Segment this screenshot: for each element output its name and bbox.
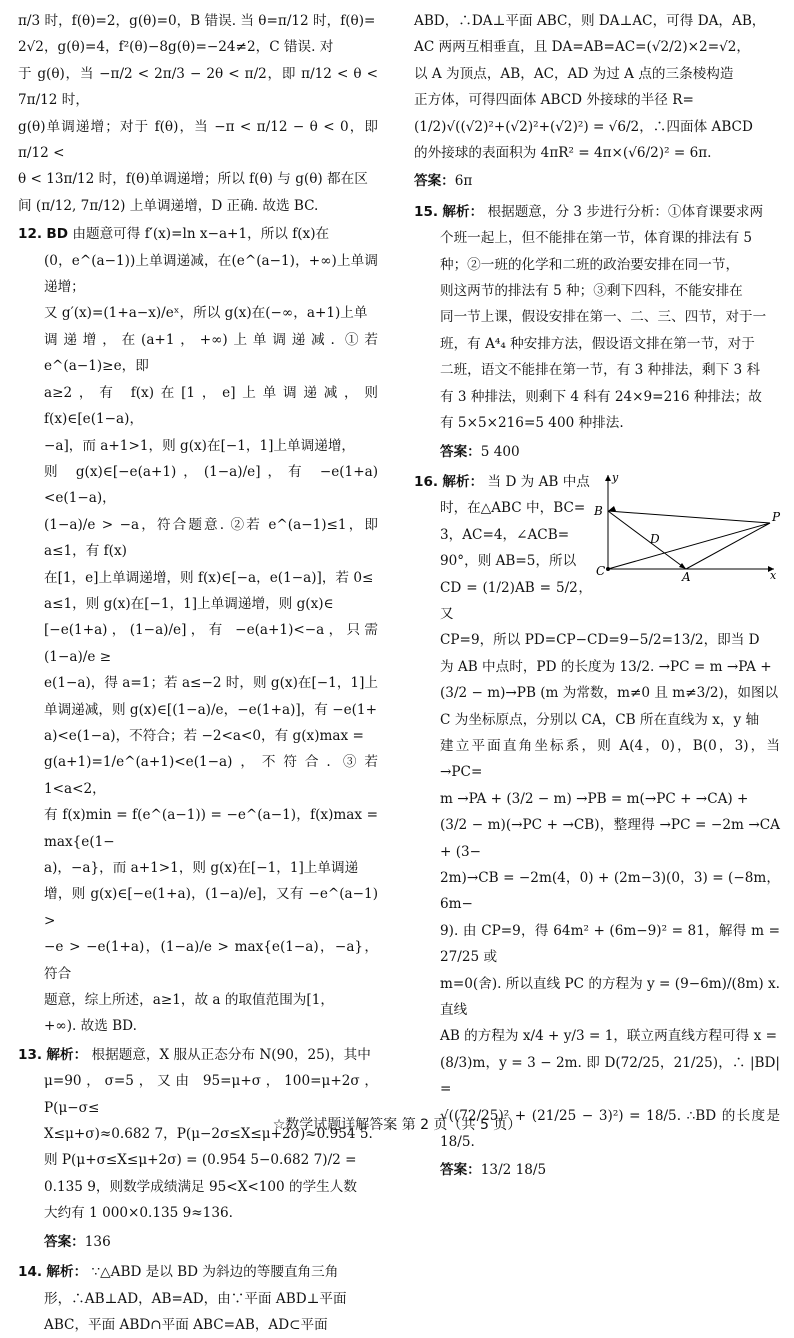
segment-BA xyxy=(608,511,686,569)
text-line: a)<e(1−a)，不符合；若 −2<a<0，有 g(x)max = xyxy=(44,727,364,744)
text-line: C 为坐标原点，分别以 CA，CB 所在直线为 x，y 轴 xyxy=(440,711,760,728)
q11-continuation xyxy=(18,8,378,219)
text-line: π/3 时，f(θ)=2，g(θ)=0，B 错误. 当 θ=π/12 时，f(θ)= xyxy=(18,13,376,29)
text-line: 当 D 为 AB 中点 xyxy=(487,473,590,490)
label-A: A xyxy=(682,569,691,584)
answer-label: 答案： xyxy=(44,1233,85,1250)
question-16 xyxy=(414,469,780,1184)
text-line: 于 g(θ)，当 −π/2 < 2π/3 − 2θ < π/2，即 π/12 < θ < 7π/12 时， xyxy=(18,65,378,109)
text-line: 增，则 g(x)∈[−e(1+a)，(1−a)/e]，又有 −e^(a−1) > xyxy=(44,886,378,929)
analysis-label: 解析： xyxy=(46,1046,88,1063)
answer-label: 答案： xyxy=(414,173,455,190)
label-D: D xyxy=(650,531,660,546)
answer-value: 6π xyxy=(454,173,473,190)
text-line: μ=90，σ=5，又由 95=μ+σ，100=μ+2σ，P(μ−σ≤ xyxy=(44,1073,378,1116)
question-15 xyxy=(414,199,780,465)
text-line: AC 两两互相垂直，且 DA=AB=AC=(√2/2)×2=√2， xyxy=(414,39,750,56)
text-line: m →PA + (3/2 − m) →PB = m(→PC + →CA) + xyxy=(440,790,749,807)
text-line: 建立平面直角坐标系，则 A(4，0)，B(0，3)，当 →PC= xyxy=(440,737,780,781)
answer-label: 答案： xyxy=(440,443,481,460)
question-number: 14. xyxy=(18,1264,43,1281)
text-line: CP=9，所以 PD=CP−CD=9−5/2=13/2，即当 D xyxy=(440,632,760,649)
analysis-label: 解析： xyxy=(442,203,484,220)
text-line: ABD，∴DA⊥平面 ABC，则 DA⊥AC，可得 DA，AB， xyxy=(414,13,766,29)
text-line: 由题意可得 f′(x)=ln x−a+1，所以 f(x)在 xyxy=(72,226,330,243)
text-line: m=0(舍). 所以直线 PC 的方程为 y = (9−6m)/(8m) x. 直线 xyxy=(440,975,780,1019)
right-column xyxy=(414,8,780,1188)
text-line: 则 g(x)∈[−e(a+1)，(1−a)/e]，有 −e(1+a)<e(1−a)， xyxy=(44,463,378,507)
answer-choice: BD xyxy=(46,226,69,243)
text-line: 在[1，e]上单调递增，则 f(x)∈[−a，e(1−a)]，若 0≤ xyxy=(44,569,374,586)
text-line: 形，∴AB⊥AD，AB=AD，由∵平面 ABD⊥平面 xyxy=(44,1290,347,1307)
analysis-label: 解析： xyxy=(442,473,484,490)
text-line: g(a+1)=1/e^(a+1)<e(1−a)，不符合. ③若 1<a<2， xyxy=(44,754,378,797)
text-line: 大约有 1 000×0.135 9≈136. xyxy=(44,1205,233,1222)
text-line: 90°，则 AB=5，所以 xyxy=(440,553,577,570)
text-line: (1/2)√((√2)²+(√2)²+(√2)²) = √6/2，∴四面体 ABCD xyxy=(414,118,753,135)
text-line: 有 f(x)min = f(e^(a−1)) = −e^(a−1)，f(x)max = max{e(1− xyxy=(44,807,378,850)
label-P: P xyxy=(772,509,781,524)
text-line: +∞). 故选 BD. xyxy=(44,1018,137,1035)
label-B: B xyxy=(594,503,603,518)
question-number: 12. xyxy=(18,226,43,243)
text-line: 又 g′(x)=(1+a−x)/eˣ，所以 g(x)在(−∞，a+1)上单 xyxy=(44,305,368,322)
text-line: 9). 由 CP=9，得 64m² + (6m−9)² = 81，解得 m = 27/25 或 xyxy=(440,922,780,966)
left-column xyxy=(18,8,378,1338)
question-13 xyxy=(18,1042,378,1255)
text-line: (8/3)m，y = 3 − 2m. 即 D(72/25，21/25)，∴ |BD| = xyxy=(440,1054,780,1098)
page-footer: ☆数学试题详解答案 第 2 页（共 5 页） xyxy=(272,1117,522,1133)
text-line: 二班，语文不能排在第一节，有 3 种排法，剩下 3 科 xyxy=(440,362,761,379)
text-line: 则这两节的排法有 5 种；③剩下四科，不能安排在 xyxy=(440,283,743,300)
text-line: 个班一起上，但不能排在第一节，体育课的排法有 5 xyxy=(440,230,753,247)
analysis-label: 解析： xyxy=(46,1264,88,1281)
text-line: 根据题意，分 3 步进行分析：①体育课要求两 xyxy=(487,203,764,220)
text-line: 有 5×5×216=5 400 种排法. xyxy=(440,415,624,432)
text-line: −e > −e(1+a)，(1−a)/e > max{e(1−a)，−a}，符合 xyxy=(44,939,378,982)
label-x: x xyxy=(770,568,777,582)
text-line: 根据题意，X 服从正态分布 N(90，25)，其中 xyxy=(91,1046,371,1063)
text-line: √((72/25)² + (21/25 − 3)²) = 18/5. ∴BD 的长度是 18/5. xyxy=(440,1107,780,1151)
text-line: (3/2 − m)(→PC + →CB)，整理得 →PC = −2m →CA + (3− xyxy=(440,817,780,860)
text-line: ABC，平面 ABD∩平面 ABC=AB，AD⊂平面 xyxy=(44,1316,328,1333)
question-14-continuation xyxy=(414,8,780,195)
text-line: 题意，综上所述，a≥1，故 a 的取值范围为[1， xyxy=(44,992,334,1009)
question-12 xyxy=(18,221,378,1040)
geometry-figure xyxy=(594,470,781,584)
text-line: 单调递减，则 g(x)∈[(1−a)/e，−e(1+a)]，有 −e(1+ xyxy=(44,701,377,718)
text-line: 为 AB 中点时，PD 的长度为 13/2. →PC = m →PA + xyxy=(440,658,772,675)
label-y: y xyxy=(612,470,619,484)
question-14 xyxy=(18,1259,378,1338)
question-number: 16. xyxy=(414,473,439,490)
answer-value: 13/2 18/5 xyxy=(480,1162,547,1179)
text-line: 调递增，在(a+1，+∞)上单调递减. ①若 e^(a−1)≥e，即 xyxy=(44,331,378,375)
text-line: 3，AC=4，∠ACB= xyxy=(440,526,570,543)
text-line: a≥2，有 f(x)在[1，e]上单调递减，则 f(x)∈[e(1−a)， xyxy=(44,384,378,428)
label-C: C xyxy=(596,563,606,578)
text-line: θ < 13π/12 时，f(θ)单调递增；所以 f(θ) 与 g(θ) 都在区 xyxy=(18,171,368,188)
text-line: [−e(1+a)，(1−a)/e]，有 −e(a+1)<−a，只需 (1−a)/e ≥ xyxy=(44,622,378,665)
answer-line xyxy=(414,168,780,194)
text-line: 间 (π/12, 7π/12) 上单调递增，D 正确. 故选 BC. xyxy=(18,197,319,214)
text-line: 2m)→CB = −2m(4，0) + (2m−3)(0，3) = (−8m，6m− xyxy=(440,870,780,913)
text-line: 2√2，g(θ)=4，f²(θ)−8g(θ)=−24≠2，C 错误. 对 xyxy=(18,39,334,56)
answer-value: 5 400 xyxy=(480,443,520,460)
text-line: (0，e^(a−1))上单调递减，在(e^(a−1)，+∞)上单调递增； xyxy=(44,252,378,296)
text-line: X≤μ+σ)≈0.682 7，P(μ−2σ≤X≤μ+2σ)≈0.954 5. xyxy=(44,1126,373,1143)
answer-line xyxy=(440,1157,780,1183)
text-line: 0.135 9，则数学成绩满足 95<X<100 的学生人数 xyxy=(44,1178,357,1195)
question-number: 13. xyxy=(18,1046,43,1063)
text-line: 种；②一班的化学和二班的政治要安排在同一节， xyxy=(440,256,740,273)
text-line: e(1−a)，得 a=1；若 a≤−2 时，则 g(x)在[−1，1]上 xyxy=(44,675,378,692)
segment-CP xyxy=(608,523,770,569)
text-line: g(θ)单调递增；对于 f(θ)，当 −π < π/12 − θ < 0，即 π/12 < xyxy=(18,118,378,162)
text-line: 有 3 种排法，则剩下 4 科有 24×9=216 种排法；故 xyxy=(440,388,762,405)
text-line: a)，−a}，而 a+1>1，则 g(x)在[−1，1]上单调递 xyxy=(44,860,359,876)
answer-label: 答案： xyxy=(440,1162,481,1179)
text-line: AB 的方程为 x/4 + y/3 = 1，联立两直线方程可得 x = xyxy=(440,1028,777,1045)
text-line: 则 P(μ+σ≤X≤μ+2σ) = (0.954 5−0.682 7)/2 = xyxy=(44,1152,357,1169)
text-line: 时，在△ABC 中，BC= xyxy=(440,500,586,517)
y-axis-arrow xyxy=(605,475,611,481)
text-line: (1−a)/e > −a，符合题意. ②若 e^(a−1)≤1，即 a≤1，有 f(x) xyxy=(44,516,378,560)
text-line: CD = (1/2)AB = 5/2，又 xyxy=(440,579,592,622)
text-line: 的外接球的表面积为 4πR² = 4π×(√6/2)² = 6π. xyxy=(414,145,712,162)
point-C xyxy=(606,567,610,571)
text-line: (3/2 − m)→PB (m 为常数，m≠0 且 m≠3/2)，如图以 xyxy=(440,685,779,702)
question-number: 15. xyxy=(414,203,439,220)
text-line: 以 A 为顶点，AB，AC，AD 为过 A 点的三条棱构造 xyxy=(414,65,734,82)
answer-line xyxy=(440,439,780,465)
text-line: ∵△ABD 是以 BD 为斜边的等腰直角三角 xyxy=(91,1264,339,1281)
text-line: 同一节上课，假设安排在第一、二、三、四节，对于一 xyxy=(440,309,767,326)
segment-AP xyxy=(686,523,770,569)
answer-line xyxy=(44,1229,378,1255)
arrow-head-A xyxy=(679,563,686,569)
arrow-head-B xyxy=(608,506,616,511)
answer-value: 136 xyxy=(84,1233,111,1250)
text-line: 正方体，可得四面体 ABCD 外接球的半径 R= xyxy=(414,92,694,109)
text-line: a≤1，则 g(x)在[−1，1]上单调递增，则 g(x)∈ xyxy=(44,595,334,612)
text-line: 班，有 A⁴₄ 种安排方法，假设语文排在第一节，对于 xyxy=(440,335,755,352)
segment-BP xyxy=(608,511,770,523)
text-line: −a]，而 a+1>1，则 g(x)在[−1，1]上单调递增， xyxy=(44,437,356,454)
